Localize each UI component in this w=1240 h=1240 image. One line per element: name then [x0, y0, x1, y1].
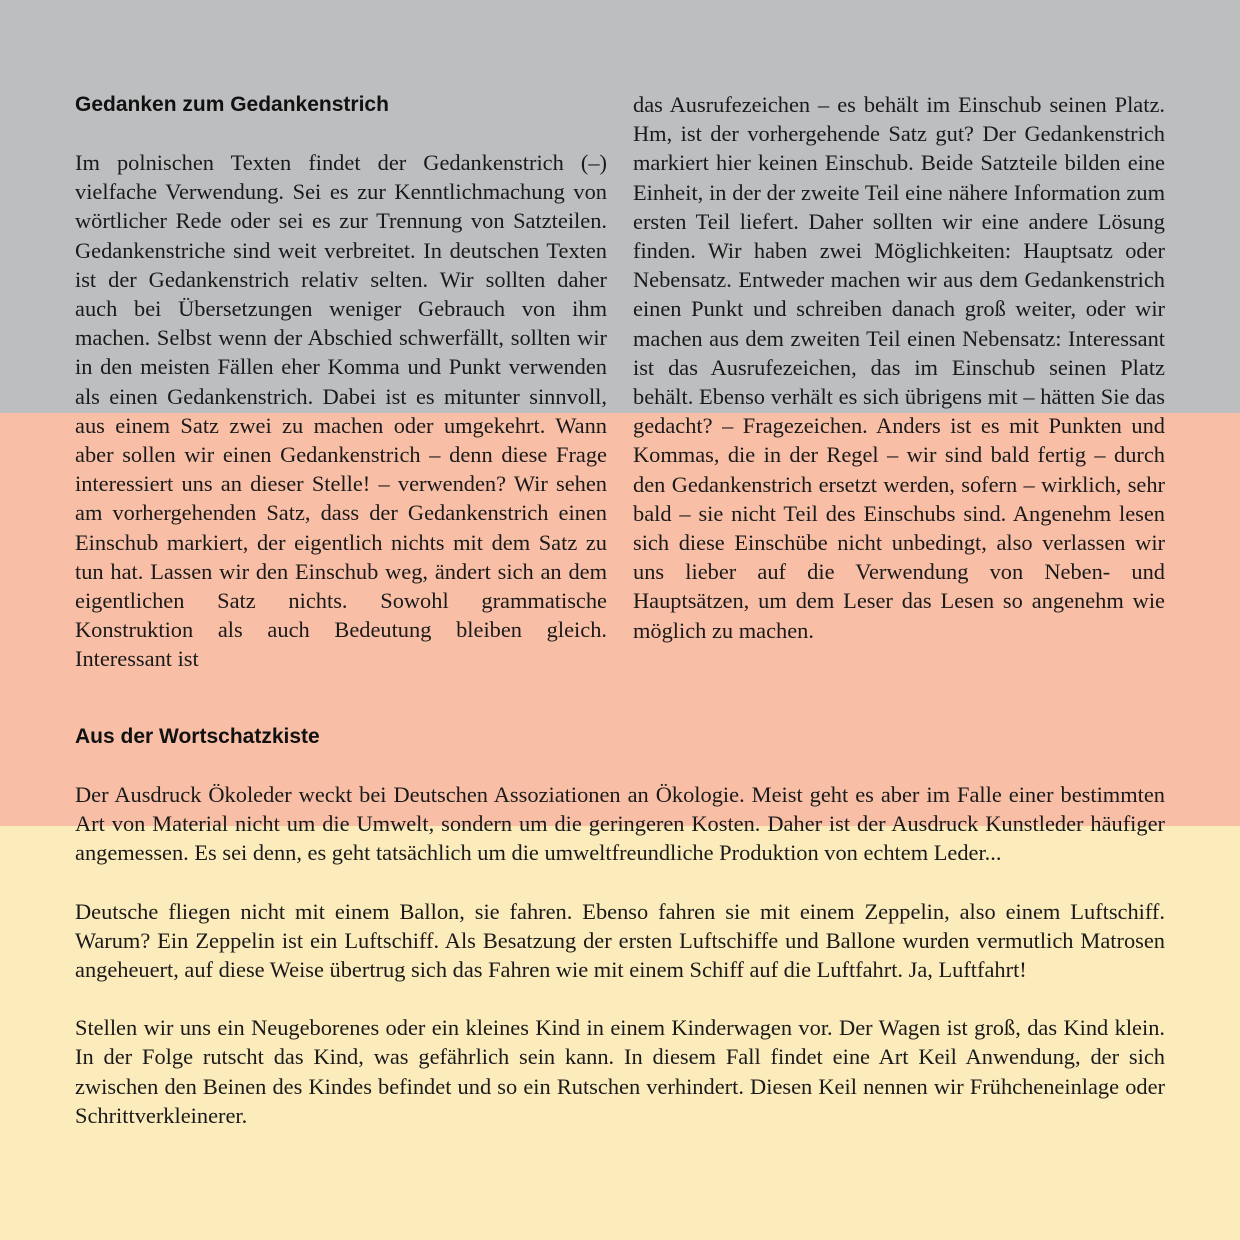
article-right-column: [633, 90, 1165, 645]
section-title: Aus der Wortschatzkiste: [75, 725, 320, 748]
article-body-right: das Ausrufezeichen – es behält im Einschub seinen Platz. Hm, ist der vorhergehende Satz gut? Der Gedankenstrich markiert hier keinen Einschub. Beide Satzteile bilden eine Einheit, in der der zweite Teil eine nähere Information zum ersten Teil liefert. Daher sollten wir eine andere Lösung finden. Wir haben zwei Möglichkeiten: Hauptsatz oder Nebensatz. Entweder machen wir aus dem Gedankenstrich einen Punkt und schreiben danach groß weiter, oder wir machen aus dem zweiten Teil einen Nebensatz: Interessant ist das Ausrufezeichen, das im Einschub seinen Platz behält. Ebenso verhält es sich übrigens mit – hätten Sie das gedacht? – Fragezeichen. Anders ist es mit Punkten und Kommas, die in der Regel – wir sind bald fertig – durch den Gedankenstrich ersetzt werden, sofern – wirklich, sehr bald – sie nicht Teil des Einschubs sind. Angenehm lesen sich diese Einschübe nicht unbedingt, also verlassen wir uns lieber auf die Verwendung von Neben- und Hauptsätzen, um dem Leser das Lesen so angenehm wie möglich zu machen.: [633, 92, 1165, 643]
article-body-left: Im polnischen Texten findet der Gedankenstrich (–) vielfache Verwendung. Sei es zur Kenntlichmachung von wörtlicher Rede oder sei es zur Trennung von Satzteilen. Gedankenstriche sind weit verbreitet. In deutschen Texten ist der Gedankenstrich relativ selten. Wir sollten daher auch bei Übersetzungen weniger Gebrauch von ihm machen. Selbst wenn der Abschied schwerfällt, sollten wir in den meisten Fällen eher Komma und Punkt verwenden als einen Gedankenstrich. Dabei ist es mitunter sinnvoll, aus einem Satz zwei zu machen oder umgekehrt. Wann aber sollen wir einen Gedankenstrich – denn diese Frage interessiert uns an dieser Stelle! – verwenden? Wir sehen am vorhergehenden Satz, dass der Gedankenstrich einen Einschub markiert, der eigentlich nichts mit dem Satz zu tun hat. Lassen wir den Einschub weg, ändert sich an dem eigentlichen Satz nichts. Sowohl grammatische Konstruktion als auch Bedeutung bleiben gleich. Interessant ist: [75, 150, 607, 672]
vocabulary-section: [75, 722, 1165, 1130]
article-title: Gedanken zum Gedankenstrich: [75, 93, 389, 116]
article-left-column: [75, 90, 607, 674]
paragraph-kinderwagen: Stellen wir uns ein Neugeborenes oder ein kleines Kind in einem Kinderwagen vor. Der Wagen ist groß, das Kind klein. In der Folge rutscht das Kind, was gefährlich sein kann. In diesem Fall findet eine Art Keil Anwendung, der sich zwischen den Beinen des Kindes befindet und so ein Rutschen verhindert. Diesen Keil nennen wir Frühcheneinlage oder Schrittverkleinerer.: [75, 1015, 1165, 1128]
paragraph-oekoleder: Der Ausdruck Ökoleder weckt bei Deutschen Assoziationen an Ökologie. Meist geht es aber im Falle einer bestimmten Art von Material nicht um die Umwelt, sondern um die geringeren Kosten. Daher ist der Ausdruck Kunstleder häufiger angemessen. Es sei denn, es geht tatsächlich um die umweltfreundliche Produktion von echtem Leder...: [75, 782, 1165, 866]
paragraph-luftschiff: Deutsche fliegen nicht mit einem Ballon, sie fahren. Ebenso fahren sie mit einem Zeppelin, also einem Luftschiff. Warum? Ein Zeppelin ist ein Luftschiff. Als Besatzung der ersten Luftschiffe und Ballone wurden vermutlich Matrosen angeheuert, auf diese Weise übertrug sich das Fahren wie mit einem Schiff auf die Luftfahrt. Ja, Luftfahrt!: [75, 898, 1165, 983]
